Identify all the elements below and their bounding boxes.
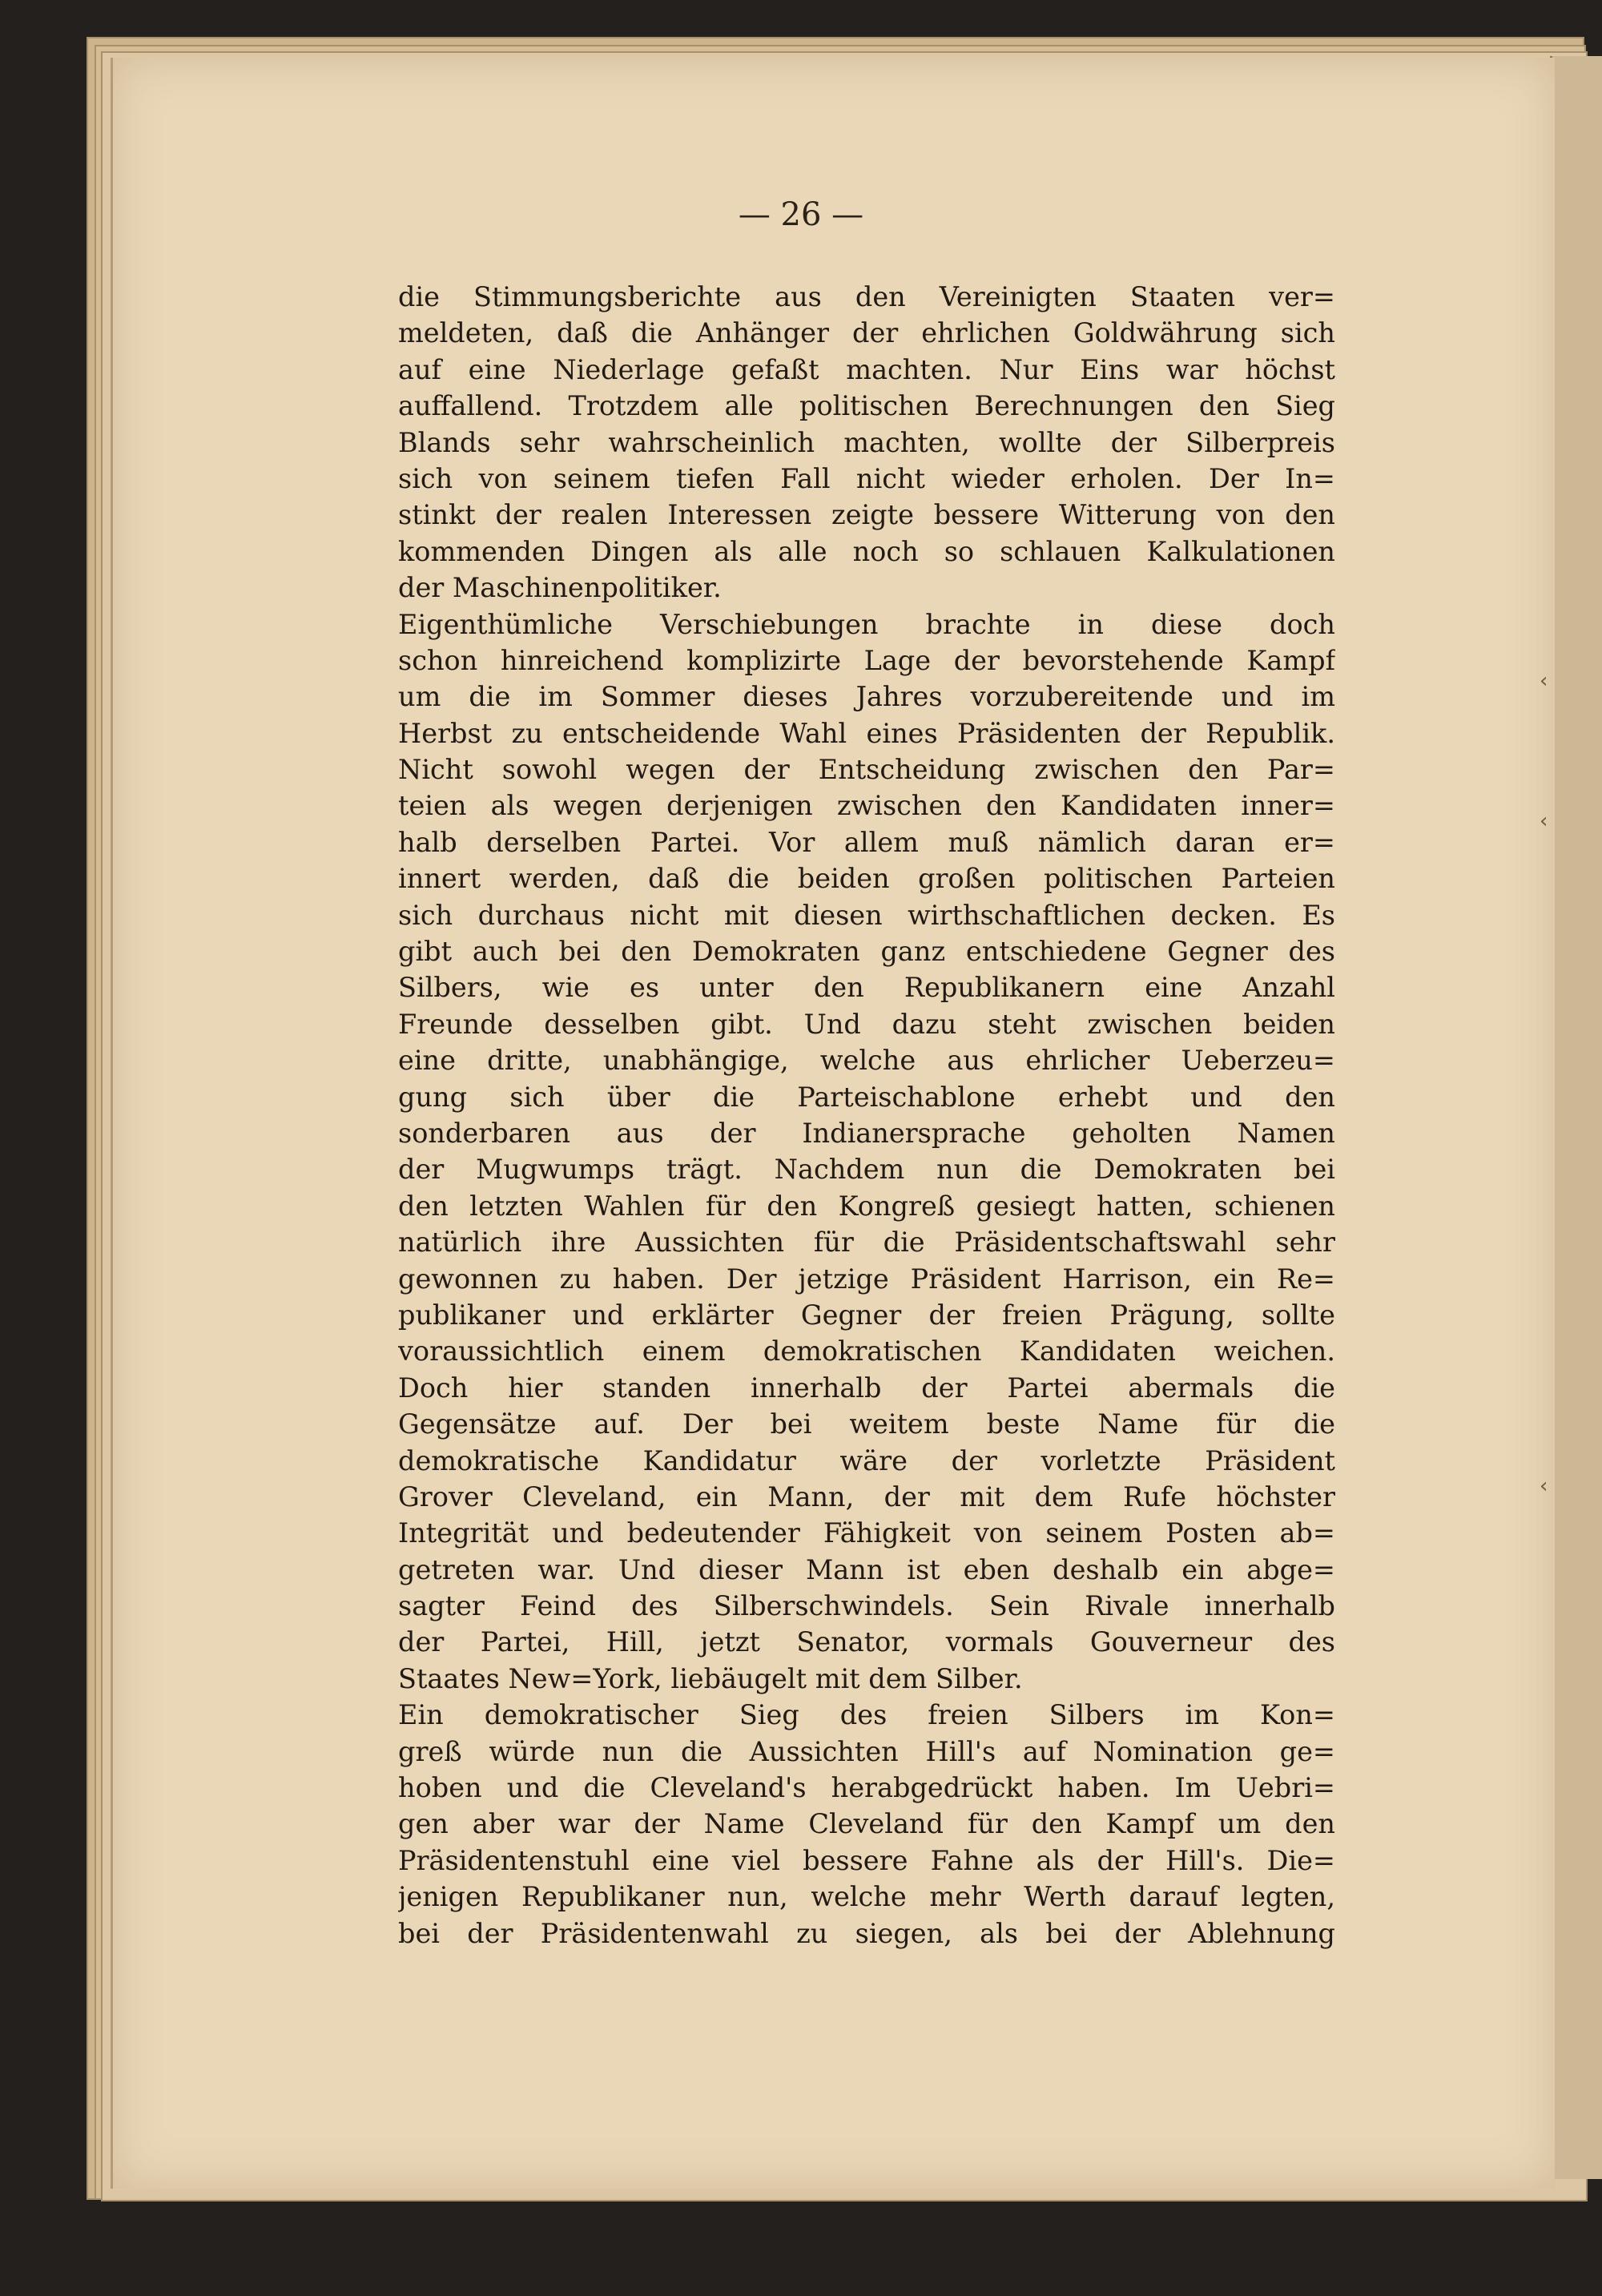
text-line: Eigenthümliche Verschiebungen brachte in diese doch — [398, 608, 1335, 640]
page-number: — 26 — — [738, 196, 864, 233]
text-line: Doch hier standen innerhalb der Partei abermals die — [398, 1372, 1335, 1404]
text-line: Integrität und bedeutender Fähigkeit von seinem Posten ab= — [398, 1517, 1335, 1549]
text-line: stinkt der realen Interessen zeigte bessere Witterung von den — [398, 499, 1335, 531]
text-line: teien als wegen derjenigen zwischen den Kandidaten inner= — [398, 790, 1335, 822]
text-line: gibt auch bei den Demokraten ganz entschiedene Gegner des — [398, 936, 1335, 968]
text-line: gewonnen zu haben. Der jetzige Präsident Harrison, ein Re= — [398, 1263, 1335, 1295]
text-line: der Maschinenpolitiker. — [398, 572, 722, 604]
text-line: sonderbaren aus der Indianersprache geholten Namen — [398, 1117, 1335, 1149]
margin-mark: ‹ — [1540, 1474, 1548, 1498]
text-line: jenigen Republikaner nun, welche mehr Werth darauf legten, — [398, 1881, 1335, 1913]
text-line: gung sich über die Parteischablone erhebt und den — [398, 1081, 1335, 1113]
text-line: kommenden Dingen als alle noch so schlauen Kalkulationen — [398, 535, 1335, 567]
text-line: getreten war. Und dieser Mann ist eben deshalb ein abge= — [398, 1553, 1335, 1585]
text-line: der Mugwumps trägt. Nachdem nun die Demokraten bei — [398, 1154, 1335, 1186]
body-text — [398, 279, 1335, 1952]
text-line: um die im Sommer dieses Jahres vorzubereitende und im — [398, 681, 1335, 713]
text-line: den letzten Wahlen für den Kongreß gesiegt hatten, schienen — [398, 1190, 1335, 1222]
text-line: meldeten, daß die Anhänger der ehrlichen Goldwährung sich — [398, 317, 1335, 349]
text-line: Staates New=York, liebäugelt mit dem Silber. — [398, 1662, 1023, 1694]
facing-page-edge — [1550, 56, 1602, 2179]
text-line: voraussichtlich einem demokratischen Kandidaten weichen. — [398, 1335, 1335, 1368]
margin-mark: ‹ — [1540, 669, 1548, 693]
text-line: Silbers, wie es unter den Republikanern eine Anzahl — [398, 972, 1335, 1004]
text-line: die Stimmungsberichte aus den Vereinigten Staaten ver= — [398, 281, 1335, 312]
text-line: innert werden, daß die beiden großen politischen Parteien — [398, 863, 1335, 895]
text-line: Nicht sowohl wegen der Entscheidung zwischen den Par= — [398, 754, 1335, 786]
text-line: Herbst zu entscheidende Wahl eines Präsidenten der Republik. — [398, 717, 1335, 749]
text-line: Gegensätze auf. Der bei weitem beste Name für die — [398, 1408, 1335, 1440]
text-line: bei der Präsidentenwahl zu siegen, als bei der Ablehnung — [398, 1917, 1335, 1949]
text-line: sagter Feind des Silberschwindels. Sein Rivale innerhalb — [398, 1590, 1335, 1622]
text-line: natürlich ihre Aussichten für die Präsidentschaftswahl sehr — [398, 1227, 1335, 1259]
text-line: publikaner und erklärter Gegner der freien Prägung, sollte — [398, 1299, 1335, 1331]
text-line: gen aber war der Name Cleveland für den Kampf um den — [398, 1808, 1335, 1840]
text-line: auf eine Niederlage gefaßt machten. Nur Eins war höchst — [398, 353, 1335, 385]
text-line: Freunde desselben gibt. Und dazu steht zwischen beiden — [398, 1008, 1335, 1040]
text-line: halb derselben Partei. Vor allem muß nämlich daran er= — [398, 826, 1335, 858]
text-line: Präsidentenstuhl eine viel bessere Fahne als der Hill's. Die= — [398, 1844, 1335, 1876]
text-line: Ein demokratischer Sieg des freien Silbers im Kon= — [398, 1699, 1335, 1731]
text-line: auffallend. Trotzdem alle politischen Berechnungen den Sieg — [398, 390, 1335, 422]
text-line: hoben und die Cleveland's herabgedrückt haben. Im Uebri= — [398, 1772, 1335, 1804]
text-line: schon hinreichend komplizirte Lage der bevorstehende Kampf — [398, 644, 1335, 676]
text-line: der Partei, Hill, jetzt Senator, vormals Gouverneur des — [398, 1626, 1335, 1658]
text-line: eine dritte, unabhängige, welche aus ehrlicher Ueberzeu= — [398, 1045, 1335, 1077]
text-line: demokratische Kandidatur wäre der vorletzte Präsident — [398, 1444, 1335, 1476]
text-line: greß würde nun die Aussichten Hill's auf Nomination ge= — [398, 1735, 1335, 1767]
margin-mark: ‹ — [1540, 809, 1548, 833]
text-line: sich durchaus nicht mit diesen wirthschaftlichen decken. Es — [398, 899, 1335, 931]
text-line: sich von seinem tiefen Fall nicht wieder erholen. Der In= — [398, 462, 1335, 494]
text-line: Grover Cleveland, ein Mann, der mit dem Rufe höchster — [398, 1480, 1335, 1513]
text-line: Blands sehr wahrscheinlich machten, wollte der Silberpreis — [398, 426, 1335, 458]
